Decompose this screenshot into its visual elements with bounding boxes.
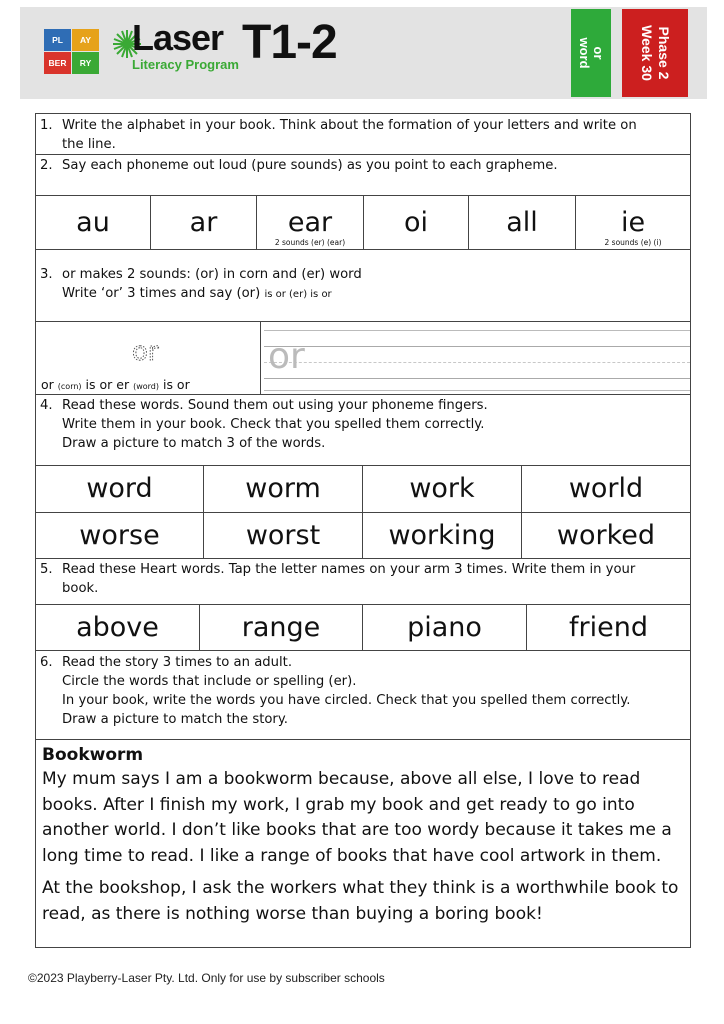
task-4-line2: Write them in your book. Check that you spelled them correctly.	[62, 417, 485, 432]
word: working	[388, 519, 496, 551]
task-6-line4: Draw a picture to match the story.	[62, 712, 288, 727]
task-4-line3: Draw a picture to match 3 of the words.	[62, 436, 326, 451]
brand-name: Laser	[132, 17, 224, 58]
grapheme-cell	[36, 196, 151, 249]
grapheme-cell	[469, 196, 576, 249]
grapheme-note: 2 sounds (er) (ear)	[274, 238, 346, 247]
focus-tab	[571, 9, 611, 97]
word: worked	[556, 519, 656, 551]
task-5-line2: book.	[62, 581, 99, 596]
guide-word: or	[268, 336, 305, 377]
trace-word: or	[132, 337, 159, 366]
task-3	[35, 249, 691, 322]
word-row-1	[35, 465, 691, 513]
trace-box	[36, 322, 261, 394]
grapheme-grid	[35, 195, 691, 250]
trace-caption-mid: is or er	[85, 377, 130, 392]
task-6-line3: In your book, write the words you have circled. Check that you spelled them correctly.	[62, 693, 631, 708]
logo-tile-ay: AY	[72, 29, 99, 51]
story-paragraph-2: At the bookshop, I ask the workers what they think is a worthwhile book to read, as there is nothing worse than buying a boring book!	[42, 878, 679, 924]
trace-caption-end: is or	[162, 377, 190, 392]
copyright-footer: ©2023 Playberry-Laser Pty. Ltd. Only for use by subscriber schools	[28, 971, 385, 985]
task-6-line2: Circle the words that include or spelling (er).	[62, 674, 357, 689]
story-box	[35, 739, 691, 948]
trace-caption	[41, 377, 190, 392]
task-1	[35, 113, 691, 155]
task-1-text: Write the alphabet in your book. Think about the formation of your letters and write on	[62, 118, 637, 133]
word: worse	[79, 519, 160, 551]
task-4	[35, 394, 691, 466]
grapheme: au	[76, 206, 110, 238]
grapheme: ar	[189, 206, 218, 238]
task-3-number: 3.	[40, 267, 53, 282]
trace-caption-word: (word)	[133, 382, 159, 391]
grapheme: ie	[620, 206, 646, 238]
task-4-number: 4.	[40, 398, 53, 413]
page-header	[20, 7, 707, 99]
logo-tile-ber: BER	[44, 52, 71, 74]
or-writing-area	[35, 321, 691, 395]
handwriting-lines[interactable]	[260, 322, 690, 394]
focus-tab-line1: or	[591, 46, 606, 60]
task-5	[35, 558, 691, 605]
grapheme-cell	[257, 196, 364, 249]
logo-tile-pl: PL	[44, 29, 71, 51]
grapheme-cell	[364, 196, 469, 249]
trace-or-dotted	[130, 336, 170, 366]
brand-subtitle: Literacy Program	[132, 57, 239, 72]
grapheme-cell	[576, 196, 690, 249]
task-3-line1: or makes 2 sounds: (or) in corn and (er) word	[62, 267, 362, 282]
grapheme-note: 2 sounds (e) (i)	[604, 238, 662, 247]
task-2-text: Say each phoneme out loud (pure sounds) as you point to each grapheme.	[62, 158, 558, 173]
grapheme: ear	[287, 206, 333, 238]
story-title: Bookworm	[42, 745, 144, 765]
word: worm	[245, 473, 321, 504]
word-row-2	[35, 512, 691, 559]
task-3-line2: Write ‘or’ 3 times and say (or)	[62, 286, 261, 301]
story-paragraph-1: My mum says I am a bookworm because, above all else, I love to read books. After I finish my work, I grab my book and get ready to go into another world. I don’t like books that are too wordy because it takes me a long time to read. I like a range of books that have cool artwork in them.	[42, 769, 672, 866]
task-1-text-cont: the line.	[62, 137, 116, 152]
task-5-line1: Read these Heart words. Tap the letter names on your arm 3 times. Write them in your	[62, 562, 636, 577]
task-2	[35, 154, 691, 196]
task-1-number: 1.	[40, 118, 53, 133]
week-label: Week 30	[639, 25, 655, 81]
word: work	[409, 473, 475, 504]
trace-caption-or: or	[41, 377, 54, 392]
phase-tab	[622, 9, 688, 97]
heart-word: range	[241, 611, 321, 643]
task-4-line1: Read these words. Sound them out using your phoneme fingers.	[62, 398, 488, 413]
grapheme: oi	[403, 206, 429, 238]
heart-word: friend	[569, 611, 648, 643]
word: word	[86, 473, 153, 504]
grapheme: all	[506, 206, 538, 238]
heart-word: above	[76, 611, 159, 643]
task-6-number: 6.	[40, 655, 53, 670]
task-6-line1: Read the story 3 times to an adult.	[62, 655, 293, 670]
level-label: T1-2	[242, 16, 337, 69]
phase-label: Phase 2	[656, 26, 672, 80]
word: worst	[245, 519, 321, 551]
task-6	[35, 650, 691, 740]
task-3-line2-small: is or (er) is or	[264, 289, 332, 300]
grapheme-cell	[151, 196, 257, 249]
heart-words-row	[35, 604, 691, 651]
trace-caption-corn: (corn)	[57, 382, 82, 391]
heart-word: piano	[407, 611, 482, 643]
task-2-number: 2.	[40, 158, 53, 173]
playberry-logo	[44, 29, 100, 75]
logo-tile-ry: RY	[72, 52, 99, 74]
word: world	[568, 473, 644, 504]
task-5-number: 5.	[40, 562, 53, 577]
focus-tab-line2: word	[577, 37, 592, 69]
